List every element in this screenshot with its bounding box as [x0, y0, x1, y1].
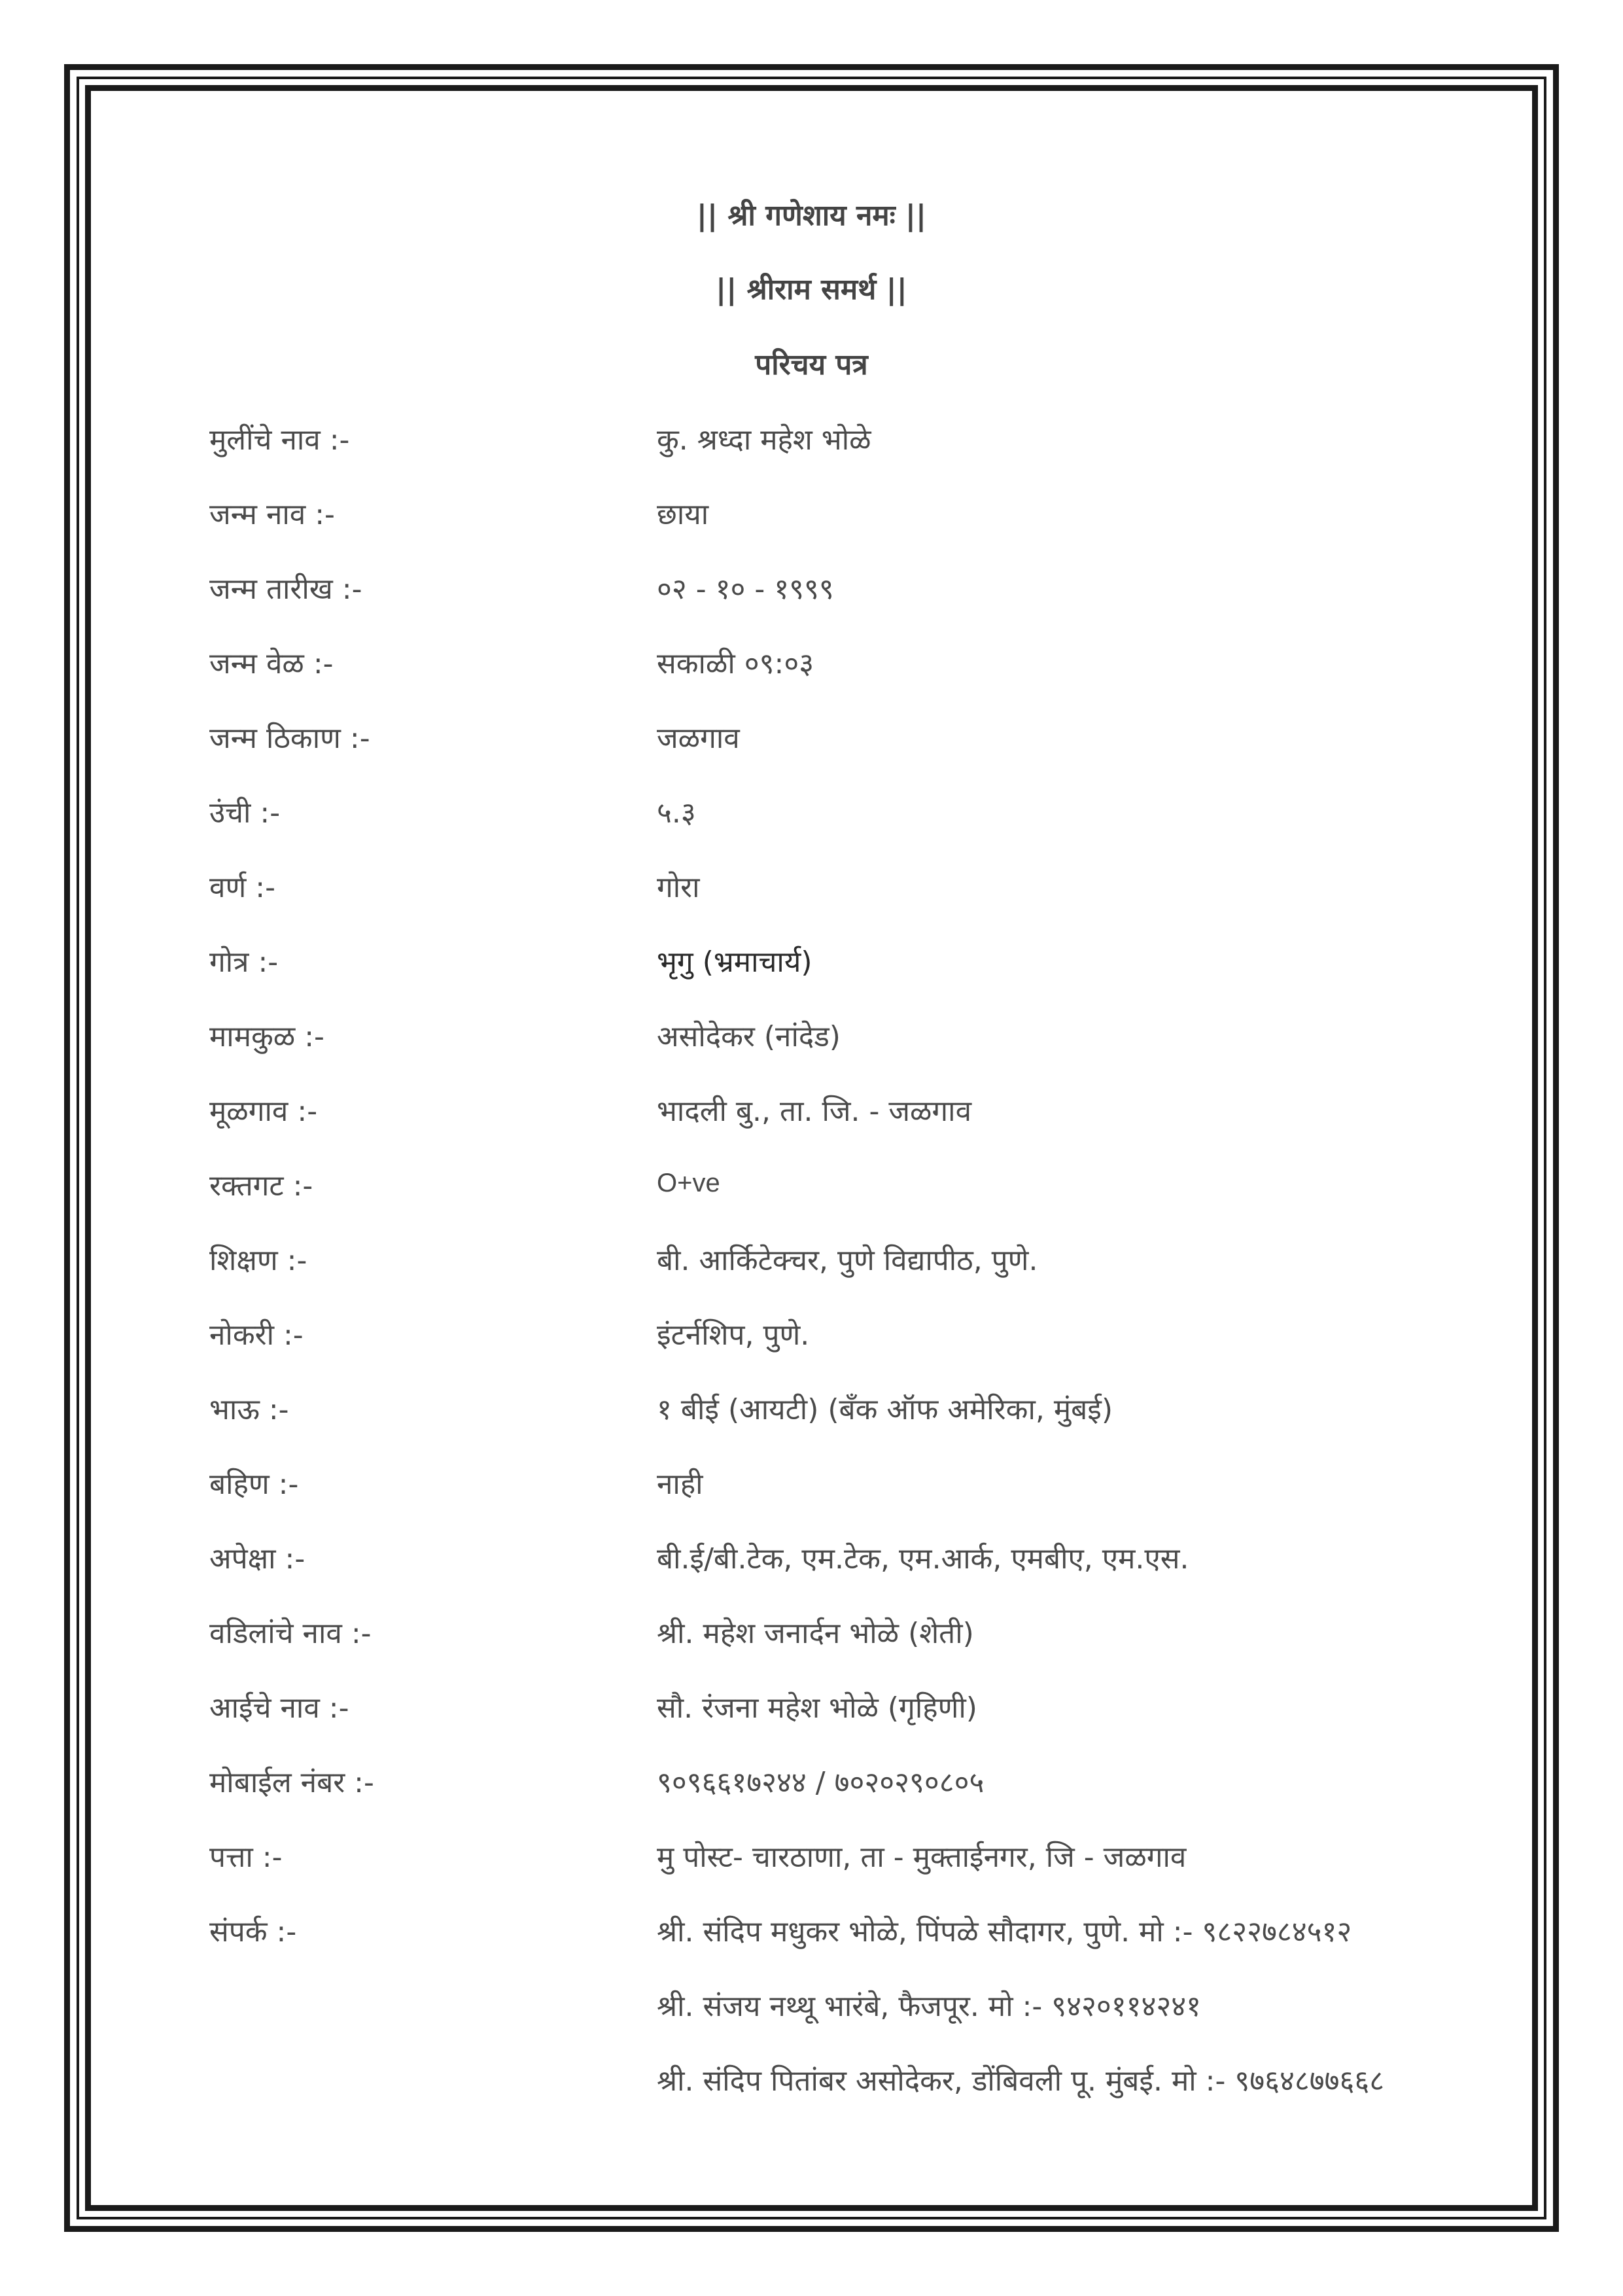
label-girl-name: मुलींचे नाव :-: [209, 423, 350, 457]
row-native-place: [209, 1090, 1452, 1142]
label-height: उंची :-: [209, 796, 281, 830]
label-expectations: अपेक्षा :-: [209, 1542, 305, 1576]
row-brother: [209, 1388, 1452, 1441]
value-birth-time: सकाळी ०९:०३: [657, 647, 814, 680]
label-mobile-number: मोबाईल नंबर :-: [209, 1766, 374, 1799]
row-contact-1: [209, 1911, 1452, 1963]
value-birth-place: जळगाव: [657, 722, 740, 755]
row-height: [209, 792, 1452, 844]
row-mobile-number: [209, 1761, 1452, 1814]
row-gotra: [209, 941, 1452, 993]
value-blood-group: O+ve: [657, 1169, 720, 1197]
value-address: मु पोस्ट- चारठाणा, ता - मुक्ताईनगर, जि - जळगाव: [657, 1841, 1187, 1874]
value-job: इंटर्नशिप, पुणे.: [657, 1318, 810, 1352]
label-complexion: वर्ण :-: [209, 871, 275, 904]
label-father-name: वडिलांचे नाव :-: [209, 1617, 372, 1650]
row-birth-date: [209, 568, 1452, 620]
value-expectations: बी.ई/बी.टेक, एम.टेक, एम.आर्क, एमबीए, एम.एस.: [657, 1542, 1189, 1576]
row-maternal-family: [209, 1016, 1452, 1068]
value-contact-1: श्री. संदिप मधुकर भोळे, पिंपळे सौदागर, पुणे. मो :- ९८२२७८४५१२: [657, 1915, 1352, 1949]
row-contact-3: [209, 2060, 1452, 2112]
row-girl-name: [209, 419, 1452, 471]
label-birth-time: जन्म वेळ :-: [209, 647, 334, 680]
label-sister: बहिण :-: [209, 1468, 299, 1501]
value-sister: नाही: [657, 1468, 703, 1501]
value-contact-2: श्री. संजय नथ्थू भारंबे, फैजपूर. मो :- ९४२०११४२४१: [657, 1990, 1202, 2023]
label-birth-date: जन्म तारीख :-: [209, 573, 362, 606]
value-birth-date: ०२ - १० - १९९९: [657, 573, 834, 606]
label-birth-place: जन्म ठिकाण :-: [209, 722, 370, 755]
value-contact-3: श्री. संदिप पितांबर असोदेकर, डोंबिवली पू. मुंबई. मो :- ९७६४८७७६६८: [657, 2064, 1385, 2098]
value-native-place: भादली बु., ता. जि. - जळगाव: [657, 1095, 972, 1128]
label-birth-name: जन्म नाव :-: [209, 498, 335, 531]
label-gotra: गोत्र :-: [209, 945, 279, 979]
value-maternal-family: असोदेकर (नांदेड): [657, 1020, 841, 1053]
value-father-name: श्री. महेश जनार्दन भोळे (शेती): [657, 1617, 974, 1650]
value-mother-name: सौ. रंजना महेश भोळे (गृहिणी): [657, 1691, 977, 1725]
row-sister: [209, 1463, 1452, 1515]
row-contact-2: [209, 1985, 1452, 2038]
label-address: पत्ता :-: [209, 1841, 283, 1874]
label-education: शिक्षण :-: [209, 1244, 307, 1277]
row-complexion: [209, 866, 1452, 919]
row-father-name: [209, 1612, 1452, 1665]
label-blood-group: रक्तगट :-: [209, 1169, 313, 1203]
value-mobile-number: ९०९६६१७२४४ / ७०२०२९०८०५: [657, 1766, 985, 1799]
invocation-shriram: || श्रीराम समर्थ ||: [716, 273, 907, 306]
value-complexion: गोरा: [657, 871, 700, 904]
value-gotra: भृगु (भ्रमाचार्य): [657, 945, 812, 979]
value-education: बी. आर्किटेक्चर, पुणे विद्यापीठ, पुणे.: [657, 1244, 1038, 1277]
row-expectations: [209, 1538, 1452, 1590]
label-job: नोकरी :-: [209, 1318, 304, 1352]
value-birth-name: छाया: [657, 498, 709, 531]
label-contact: संपर्क :-: [209, 1915, 297, 1949]
row-address: [209, 1836, 1452, 1888]
label-native-place: मूळगाव :-: [209, 1095, 318, 1128]
value-girl-name: कु. श्रध्दा महेश भोळे: [657, 423, 871, 457]
row-job: [209, 1314, 1452, 1366]
row-education: [209, 1239, 1452, 1292]
row-birth-time: [209, 643, 1452, 695]
row-blood-group: [209, 1165, 1452, 1217]
row-mother-name: [209, 1687, 1452, 1739]
invocation-ganesh: || श्री गणेशाय नमः ||: [696, 199, 927, 232]
row-birth-place: [209, 717, 1452, 769]
inner-border: [85, 85, 1538, 2211]
label-mother-name: आईचे नाव :-: [209, 1691, 349, 1725]
value-height: ५.३: [657, 796, 696, 830]
value-brother: १ बीई (आयटी) (बँक ऑफ अमेरिका, मुंबई): [657, 1393, 1113, 1426]
document-title: परिचय पत्र: [755, 348, 868, 381]
label-maternal-family: मामकुळ :-: [209, 1020, 324, 1053]
label-brother: भाऊ :-: [209, 1393, 289, 1426]
row-birth-name: [209, 493, 1452, 546]
